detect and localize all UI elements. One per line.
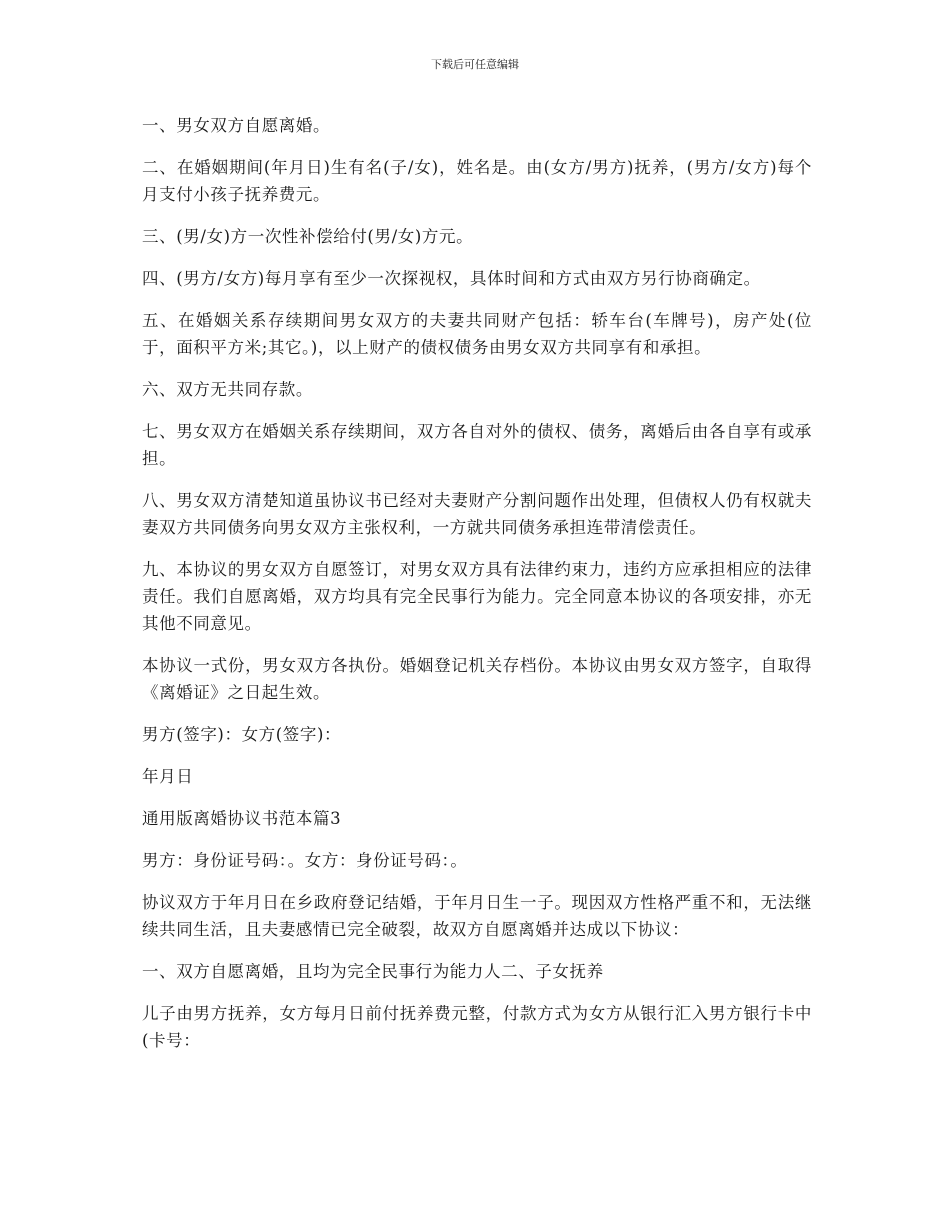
clause-1: 一、男女双方自愿离婚。 — [142, 116, 331, 135]
agreement-intro: 协议双方于年月日在乡政府登记结婚，于年月日生一子。现因双方性格严重不和，无法继续共同生活，且夫妻感情已完全破裂，故双方自愿离婚并达成以下协议： — [142, 893, 812, 939]
clause-8: 八、男女双方清楚知道虽协议书已经对夫妻财产分割问题作出处理，但债权人仍有权就夫妻双方共同债务向男女双方主张权利，一方就共同债务承担连带清偿责任。 — [142, 491, 812, 537]
new-clause-1: 一、双方自愿离婚，且均为完全民事行为能力人二、子女抚养 — [142, 962, 604, 981]
section-title: 通用版离婚协议书范本篇3 — [142, 809, 342, 828]
date-line: 年月日 — [142, 767, 194, 786]
page-header: 下载后可任意编辑 — [431, 58, 519, 71]
clause-6: 六、双方无共同存款。 — [142, 380, 313, 399]
clause-4: 四、(男方/女方)每月享有至少一次探视权，具体时间和方式由双方另行协商确定。 — [142, 269, 761, 288]
parties-id-line: 男方：身份证号码：。女方：身份证号码：。 — [142, 851, 468, 870]
effectiveness-paragraph: 本协议一式份，男女双方各执份。婚姻登记机关存档份。本协议由男女双方签字，自取得《离婚证》之日起生效。 — [142, 656, 812, 702]
signature-line: 男方(签字)：女方(签字)： — [142, 725, 342, 744]
clause-2: 二、在婚姻期间(年月日)生有名(子/女)，姓名是。由(女方/男方)抚养，(男方/女方)每个月支付小孩子抚养费元。 — [142, 158, 812, 204]
clause-9: 九、本协议的男女双方自愿签订，对男女双方具有法律约束力，违约方应承担相应的法律责任。我们自愿离婚，双方均具有完全民事行为能力。完全同意本协议的各项安排，亦无其他不同意见。 — [142, 560, 812, 633]
child-support-paragraph: 儿子由男方抚养，女方每月日前付抚养费元整，付款方式为女方从银行汇入男方银行卡中(卡号： — [142, 1004, 812, 1050]
clause-3: 三、(男/女)方一次性补偿给付(男/女)方元。 — [142, 227, 474, 246]
clause-5: 五、在婚姻关系存续期间男女双方的夫妻共同财产包括：轿车台(车牌号)，房产处(位于，面积平方米;其它。)，以上财产的债权债务由男女双方共同享有和承担。 — [142, 311, 812, 357]
document-body — [142, 112, 812, 1069]
clause-7: 七、男女双方在婚姻关系存续期间，双方各自对外的债权、债务，离婚后由各自享有或承担。 — [142, 422, 812, 468]
